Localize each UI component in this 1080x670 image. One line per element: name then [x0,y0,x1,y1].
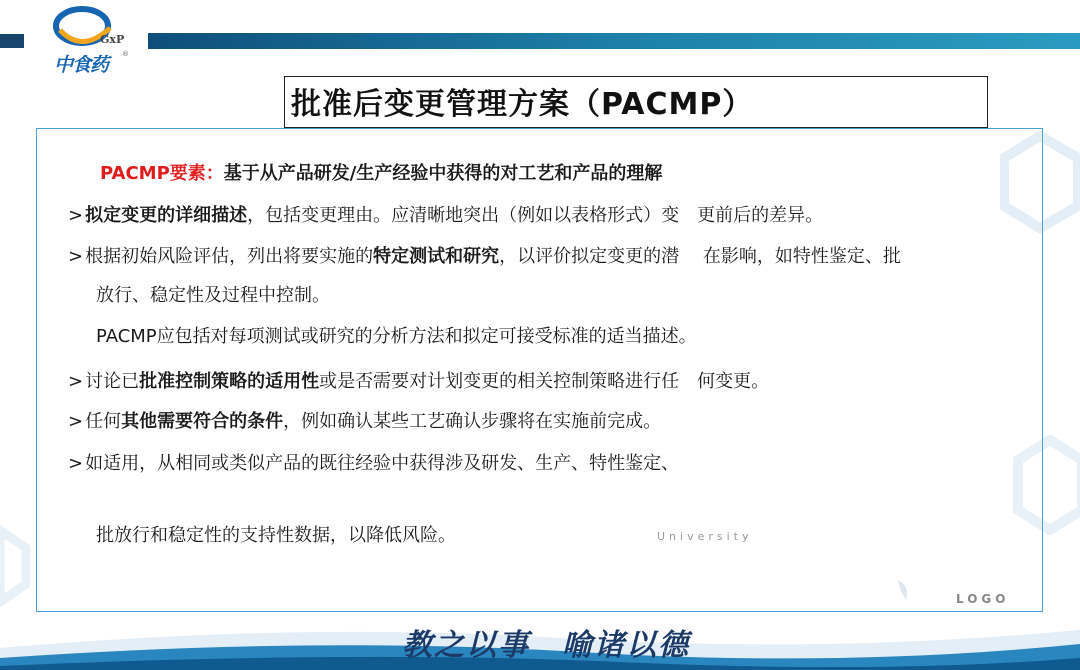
leaf-icon [896,578,912,602]
logo-gxp: GxP [100,33,125,46]
bullet-arrow: > [68,411,84,432]
logo-watermark: LOGO [956,592,1010,606]
item-bold: 批准控制策略的适用性 [139,371,320,392]
slide-title-box [284,76,988,128]
item-text: 如适用，从相同或类似产品的既往经验中获得涉及研发、生产、特性鉴定、 [85,453,680,474]
item-text: 或是否需要对计划变更的相关控制策略进行任 何变更。 [319,371,770,392]
list-item [68,242,901,268]
list-item [68,407,661,433]
intro-line [100,159,662,185]
hexagon-decor-icon [0,520,34,610]
item-text: 讨论已 [85,371,140,392]
header-bar-right [148,33,1080,49]
item-text: 根据初始风险评估，列出将要实施的 [85,246,374,267]
bullet-arrow: > [68,205,84,226]
item-text: ，包括变更理由。应清晰地突出（例如以表格形式）变 更前后的差异。 [247,205,824,226]
item-bold: 拟定变更的详细描述 [85,205,248,226]
list-item-continuation: 放行、稳定性及过程中控制。 [96,285,330,306]
list-item [68,449,679,475]
item-bold: 特定测试和研究 [373,246,500,267]
item-bold: 其他需要符合的条件 [121,411,284,432]
list-item-continuation: 批放行和稳定性的支持性数据，以降低风险。 [96,525,456,546]
intro-label: PACMP要素： [100,163,224,184]
list-item [68,201,823,227]
list-item [68,367,769,393]
logo-reg: ® [122,50,129,58]
bullet-arrow: > [68,246,84,267]
item-text: ，例如确认某些工艺确认步骤将在实施前完成。 [283,411,662,432]
bullet-arrow: > [68,371,84,392]
list-item: PACMP应包括对每项测试或研究的分析方法和拟定可接受标准的适当描述。 [96,326,697,347]
logo-text: 中食药 [54,54,109,76]
motto: 教之以事 喻诸以德 [402,628,690,663]
bullet-arrow: > [68,453,84,474]
item-text: 任何 [85,411,122,432]
item-text: ，以评价拟定变更的潜 在影响，如特性鉴定、批 [499,246,901,267]
intro-text: 基于从产品研发/生产经验中获得的对工艺和产品的理解 [223,163,663,184]
slide-title: 批准后变更管理方案（PACMP） [291,87,754,122]
company-logo [40,6,140,76]
header-bar-left [0,34,24,48]
university-watermark: University [657,530,753,543]
